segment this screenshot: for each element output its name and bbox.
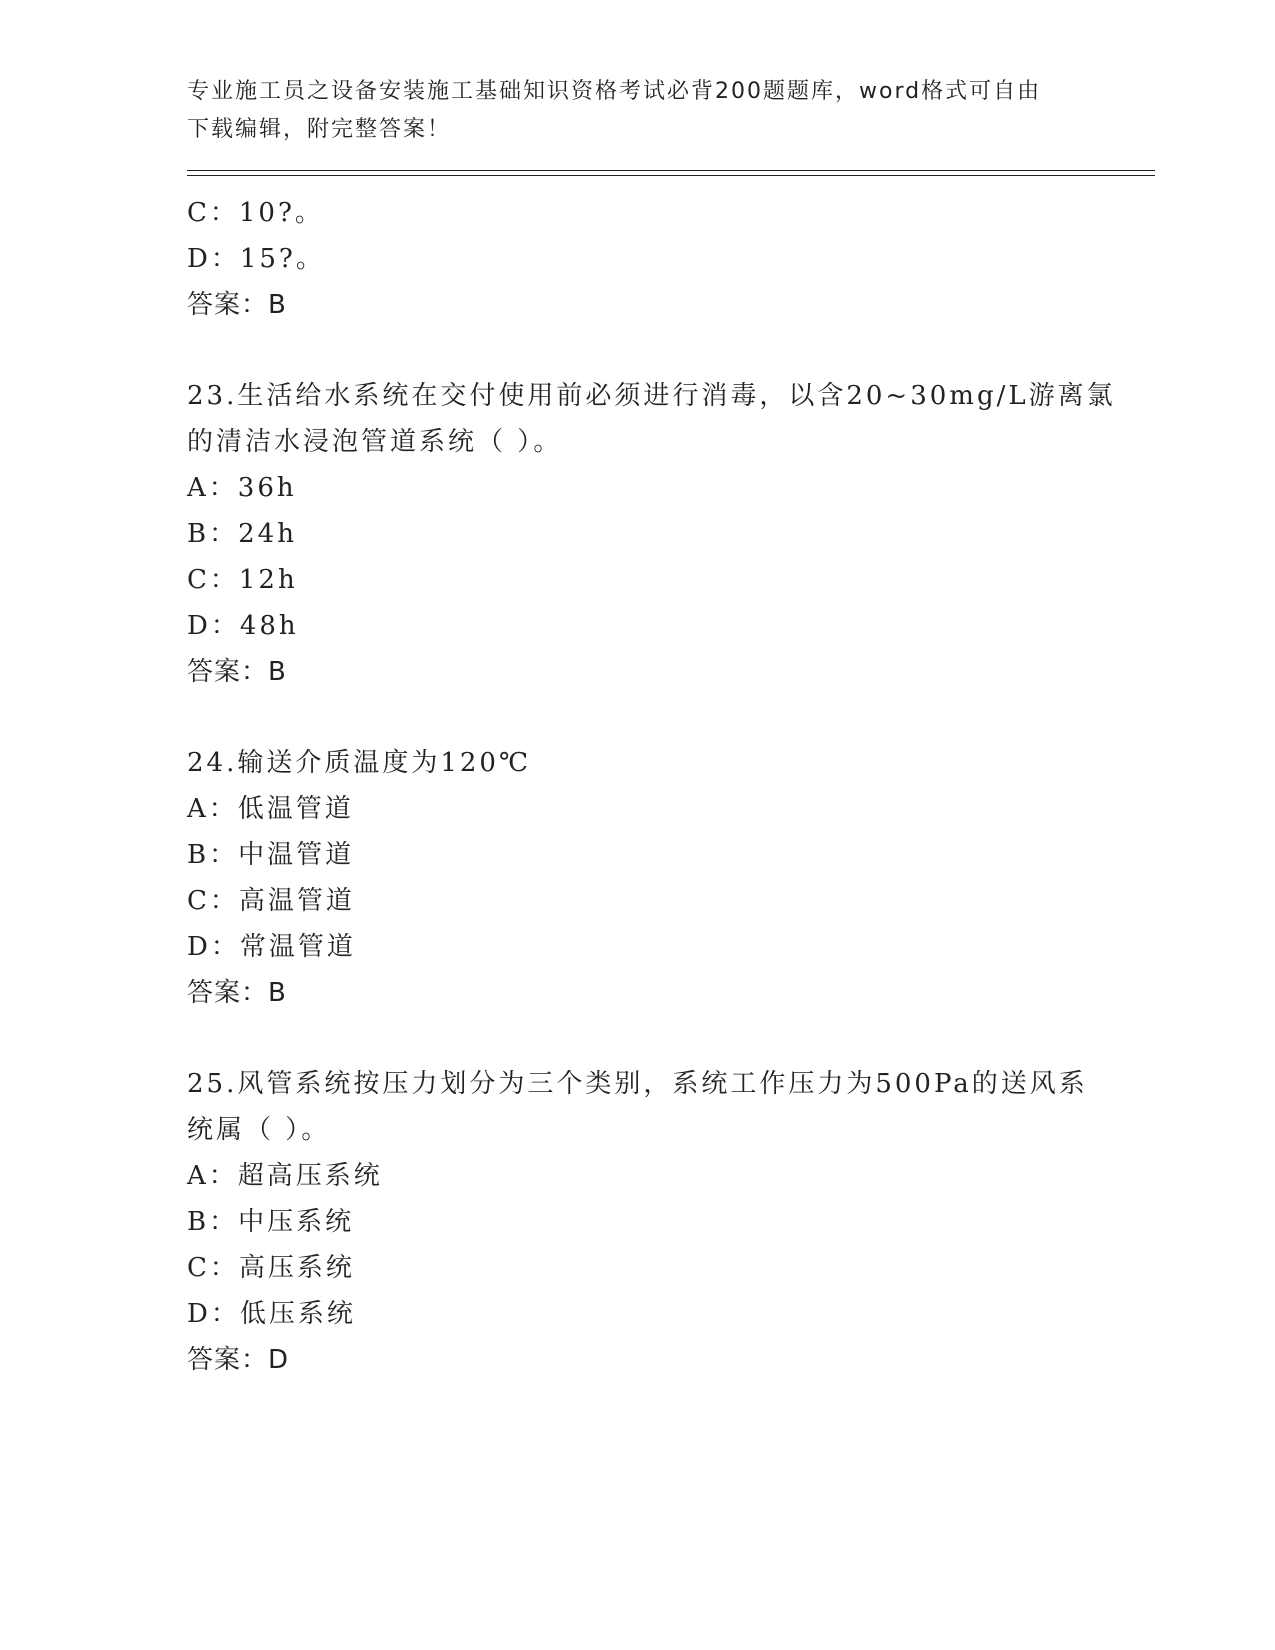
question-stem: 24.输送介质温度为120℃ <box>187 748 532 778</box>
header-line-2: 下载编辑，附完整答案！ <box>187 117 452 142</box>
option-d: D：48h <box>187 611 299 641</box>
option-d: D：低压系统 <box>187 1299 356 1329</box>
option-b: B：中压系统 <box>187 1207 355 1237</box>
question-24 <box>187 740 1087 1016</box>
option-c: C：12h <box>187 565 298 595</box>
answer: 答案：B <box>187 290 287 320</box>
option-c: C：高温管道 <box>187 886 355 916</box>
question-stem-continued: 统属（ ）。 <box>187 1115 331 1145</box>
question-stem: 25.风管系统按压力划分为三个类别，系统工作压力为500Pa的送风系 <box>187 1069 1088 1099</box>
header-rule-bottom <box>187 175 1155 176</box>
option-b: B：中温管道 <box>187 840 355 870</box>
option-d: D：常温管道 <box>187 932 356 962</box>
document-header <box>187 73 1087 149</box>
answer: 答案：D <box>187 1345 290 1375</box>
header-rule-top <box>187 170 1155 171</box>
question-23 <box>187 373 1116 695</box>
question-list <box>187 190 1116 1383</box>
option-a: A：低温管道 <box>187 794 354 824</box>
question-25 <box>187 1061 1087 1383</box>
question-22-tail <box>187 190 1087 328</box>
answer: 答案：B <box>187 657 287 687</box>
option-b: B：24h <box>187 519 297 549</box>
option-c: C：10?。 <box>187 198 324 228</box>
option-c: C：高压系统 <box>187 1253 355 1283</box>
answer: 答案：B <box>187 978 287 1008</box>
option-a: A：36h <box>187 473 297 503</box>
question-stem: 23.生活给水系统在交付使用前必须进行消毒，以含20~30mg/L游离氯 <box>187 381 1116 411</box>
header-line-1: 专业施工员之设备安装施工基础知识资格考试必背200题题库，word格式可自由 <box>187 79 1042 104</box>
option-a: A：超高压系统 <box>187 1161 383 1191</box>
option-d: D：15?。 <box>187 244 325 274</box>
question-stem-continued: 的清洁水浸泡管道系统（ ）。 <box>187 427 563 457</box>
